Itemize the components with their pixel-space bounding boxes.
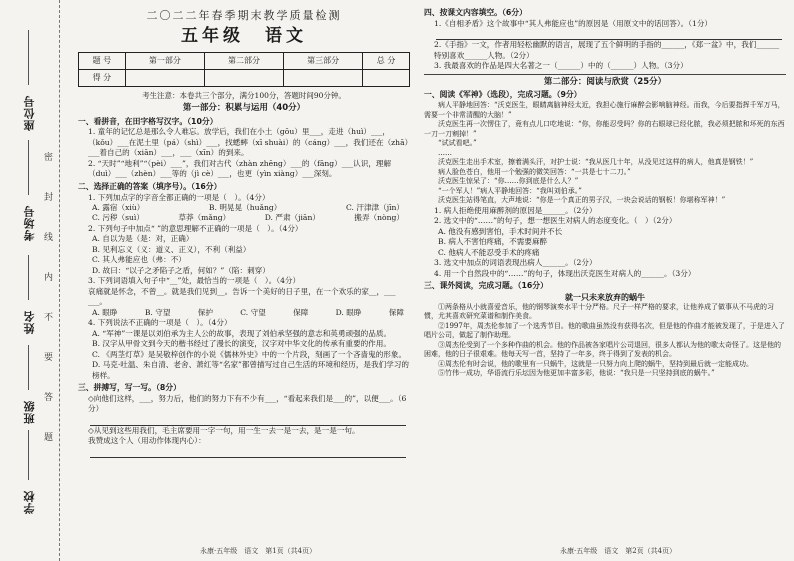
- passage-paragraph: 病人脸色苍白，他用一个勉强的微笑回答：“一共是七十二刀。”: [438, 167, 631, 176]
- answer-line[interactable]: [90, 416, 406, 426]
- option[interactable]: A. “军神”一课是以刘伯承为主人公的故事，表现了刘伯承坚强的意志和英勇顽强的品质。: [92, 328, 392, 338]
- option[interactable]: B. 见利忘义（义：道义、正义），不利（利益）: [92, 244, 251, 254]
- option[interactable]: B. 守望: [144, 307, 171, 317]
- question-text: 4. 用一个自然段中的“……”的句子，体现出沃克医生对病人的______。（3分）: [434, 268, 696, 278]
- section-2-title: 二、选择正确的答案（填序号）。（16分）: [78, 181, 222, 191]
- grade-title: 五年级 语文: [181, 26, 307, 47]
- answer-line[interactable]: [436, 30, 782, 40]
- score-header-cell: 题 号: [79, 52, 126, 69]
- name-label: 姓名: [23, 310, 36, 334]
- score-header-cell: 第一部分: [125, 52, 204, 69]
- section-5-title: 一、阅读《军神》（选段），完成习题。（9分）: [424, 90, 582, 100]
- question-text: 1. 病人拒绝使用麻醉剂的原因是______。（2分）: [434, 205, 597, 215]
- passage-paragraph: “试试看吧。”: [438, 139, 477, 148]
- seat-line[interactable]: [28, 30, 29, 85]
- option[interactable]: 搬弄（nòng）: [354, 213, 404, 223]
- score-cell[interactable]: [204, 69, 283, 86]
- section-4-title: 四、按课文内容填空。（6分）: [424, 8, 527, 17]
- class-label: 班级: [23, 400, 36, 424]
- question-text: 1.《自相矛盾》这个故事中“其人弗能应也”的原因是（用原文中的话回答）。（1分）: [434, 18, 713, 28]
- seal-char: 题: [44, 433, 54, 443]
- binding-margin: [0, 0, 60, 561]
- score-cell[interactable]: [125, 69, 204, 86]
- passage-paragraph: ……: [438, 148, 452, 157]
- section-3-title: 三、拼搏写，写一写。（8分）: [78, 382, 181, 392]
- part1-title: 第一部分：积累与运用（40分）: [182, 102, 306, 113]
- article-paragraph: ②1997年，周杰伦参加了一个选秀节目。他的歌曲虽然没有获得名次，但是他的作曲才能被发现了，于是进入了唱片公司，做起了制作助理。: [424, 321, 785, 340]
- score-table: [78, 52, 410, 87]
- exam-title: 二〇二二年春季期末教学质量检测: [146, 9, 342, 22]
- passage-paragraph: 病人平静地回答：“沃克医生，眼睛离脑神经太近，我担心施行麻醉会影响脑神经。而我，今后要指挥千军万马，需要一个非常清醒的大脑！”: [424, 101, 785, 119]
- options-row: [78, 203, 410, 213]
- question-text: 2. 选文中的“……”的句子，想一想医生对病人的态度变化。（ ）（2分）: [434, 216, 677, 226]
- option[interactable]: C. 其人弗能应也（弗：不）: [92, 255, 186, 265]
- score-header-cell: 第三部分: [284, 52, 363, 69]
- left-footer: 永康·五年级 语文 第1页（共4页）: [200, 547, 317, 555]
- option[interactable]: A. 眼睁: [92, 307, 118, 317]
- option[interactable]: C. 他病人不能忍受手术的疼痛: [438, 247, 540, 257]
- passage-paragraph: 沃克医生走出手术室，擦着满头汗，对护士说：“我从医几十年，从没见过这样的病人，他真是钢铁！”: [438, 158, 754, 167]
- seal-char: 答: [44, 393, 54, 403]
- option[interactable]: D. 严肃（jiān）: [264, 213, 320, 223]
- question-text: 1. 童年的记忆总是那么令人难忘。放学后，我们在小土（gōu）里___，走进（huì）___，（kǒu）___在泥土里（pá）（shì）___，找蟋蟀（xī shuài）的（cáng）___，我们还在（zhā）___着自己的（xiān）___，___（xīn）的到来。: [88, 127, 409, 158]
- option[interactable]: B. 明晃晃（huǎng）: [208, 203, 282, 212]
- article-body: [424, 303, 786, 379]
- option[interactable]: A. 自以为是（是：对，正确）: [92, 234, 194, 244]
- options-row: [78, 308, 410, 318]
- question-text: 2.《手指》一文，作者用轻松幽默的语言，展现了五个鲜明的手指的______，《郑一盆》中，我们______特别喜欢______人物。（2分）: [434, 40, 780, 60]
- reading-passage: [424, 101, 786, 206]
- passage-paragraph: “一个军人！”病人平静地回答：“我叫刘伯承。”: [438, 186, 582, 195]
- option[interactable]: D. 马克·吐温、朱自清、老舍、萧红等“名家”都曾描写过自己生活的环境和经历，是我们学习的榜样。: [92, 360, 409, 380]
- question-text: 3. 我最喜欢的作品是四大名著之一（______）中的（______）人物。（3分）: [434, 61, 688, 71]
- seal-char: 不: [44, 313, 54, 323]
- score-header-cell: 第二部分: [204, 52, 283, 69]
- score-cell[interactable]: [363, 69, 410, 86]
- question-text: 3. 选文中加点的词语表现出病人______。（2分）: [434, 258, 597, 268]
- score-header-cell: 总 分: [363, 52, 410, 69]
- question-text: 2. “天时”“地利”“（pèi）___”，我们对古代（zhàn zhēng）___的（fāng）___认识，理解（duì）___（zhèn）___等的（jì cè）___，也更（yìn xiàng）___深刻。: [88, 158, 392, 179]
- article-paragraph: ③周杰伦受到了一个多种作曲的机会。他的作品被各家唱片公司退回，很多人都认为他的歌太奇怪了。这是他的困难，他的日子很艰难。他每天写一首，坚持了一年多，终于得到了发表的机会。: [424, 340, 781, 359]
- seat-label: 座位号: [23, 95, 36, 131]
- option[interactable]: 保障: [388, 307, 404, 317]
- exam-room-label: 考场号: [23, 205, 36, 241]
- seal-char: 要: [44, 353, 54, 363]
- class-line[interactable]: [28, 345, 29, 390]
- question-text: 4. 下列说法不正确的一项是（ ）。（4分）: [88, 318, 232, 328]
- answer-line[interactable]: [90, 448, 406, 458]
- option[interactable]: B. 病人不害怕疼痛，不需要麻醉: [438, 237, 548, 247]
- option[interactable]: A. 露宿（xiù）: [92, 203, 145, 212]
- seal-char: 内: [44, 273, 54, 283]
- question-text: 3. 下列词语填入句子中“__”处，最恰当的一项是（ ）。（4分）: [88, 276, 301, 286]
- option[interactable]: D. 眼睁: [335, 307, 362, 317]
- school-line[interactable]: [28, 430, 29, 480]
- question-text: 2. 下列句子中加点“ ”的意思理解不正确的一项是（ ）。（4分）: [88, 223, 303, 233]
- article-title: 就一只未来放弃的蜗牛: [565, 291, 645, 302]
- options-row: [78, 213, 410, 223]
- article-paragraph: ④周杰伦有时会说，他的歌里有一只蜗牛，这就是一只努力向上爬的蜗牛，坚持到最后就一定能成功。: [438, 359, 753, 368]
- option[interactable]: 草莽（mǎng）: [178, 213, 231, 223]
- option[interactable]: 保障: [293, 307, 309, 317]
- passage-paragraph: 沃克医生再一次愣住了，竟有点儿口吃地说：“你，你能忍受吗？你的右眼球已经化脓，我必须把脓和坏死的东西一刀一刀剜掉！”: [424, 120, 785, 138]
- right-page: [424, 6, 786, 379]
- option[interactable]: A. 他没有感到害怕，手术时间并不长: [438, 226, 563, 236]
- question-text: ◇从见到这些用我们，毛主席要用一字一句，用一生一去一是一去，是一是一句。: [88, 425, 360, 435]
- left-page: [78, 6, 410, 458]
- option[interactable]: C. 汗津津（jīn）: [345, 203, 404, 212]
- option[interactable]: 保护: [197, 307, 213, 317]
- option[interactable]: C. 守望: [240, 307, 266, 317]
- question-text: ◇向他们这样，___，努力后，他们的努力下有不少有___，“看起来我们是___的”，以便___。（6分）: [88, 393, 407, 414]
- option[interactable]: C. 《两茎灯草》是吴敬梓创作的小说《儒林外史》中的一个片段，刻画了一个吝啬鬼的形象。: [92, 349, 407, 359]
- passage-paragraph: 沃克医生站得笔直，大声地说：“你是一个真正的男子汉，一块会说话的钢板！你堪称军神！”: [438, 196, 726, 205]
- score-cell[interactable]: [284, 69, 363, 86]
- score-row-label: 得 分: [79, 69, 126, 86]
- article-paragraph: ①两条格从小就喜爱音乐，他的钢琴演奏水平十分严格。尺子一样严格的要求，让他养成了做事从不马虎的习惯，尤其喜欢研究菜谱和制作美食。: [424, 302, 774, 321]
- seal-char: 封: [44, 193, 54, 203]
- right-footer: 永康·五年级 语文 第2页（共4页）: [560, 547, 677, 555]
- option[interactable]: D. 故曰：“以子之矛陷子之盾，何如？”（陷：刺穿）: [92, 265, 270, 275]
- exam-room-line[interactable]: [28, 140, 29, 195]
- name-line[interactable]: [28, 255, 29, 300]
- seal-char: 线: [44, 233, 54, 243]
- school-label: 学校: [23, 490, 36, 514]
- divider: [424, 74, 786, 75]
- seal-char: 密: [44, 153, 54, 163]
- option[interactable]: B. 汉字从甲骨文到今天的楷书经过了漫长的演变，汉字对中华文化的传承有重要的作用。: [92, 339, 391, 349]
- passage-paragraph: 沃克医生惊呆了：“你……你到底是什么人？”: [438, 177, 579, 186]
- question-text: 1. 下列加点字的字音全都正确的一项是（ ）。（4分）: [88, 192, 270, 202]
- option[interactable]: C. 污秽（suì）: [92, 213, 144, 223]
- question-text: 我赞成这个人（用动作体现内心）：: [88, 436, 206, 446]
- exam-notice: 考生注意：本卷共三个部分，满分100分，答题时间90分钟。: [142, 90, 346, 100]
- article-paragraph: ⑤竹伟一成功，华语流行乐坛因为他更加丰富多彩，他说：“我只是一只坚持到底的蜗牛。”: [438, 369, 715, 378]
- section-1-title: 一、看拼音，在田字格写汉字。（10分）: [78, 116, 218, 126]
- section-6-title: 三、课外阅读，完成习题。（16分）: [424, 281, 548, 291]
- part2-title: 第二部分：阅读与欣赏（25分）: [543, 76, 667, 87]
- question-text: 哀痛就是怀念，不曾__。就是我们见到__。告诉一个美好的日子里，在一个欢乐的家__，___ ___。: [88, 286, 396, 307]
